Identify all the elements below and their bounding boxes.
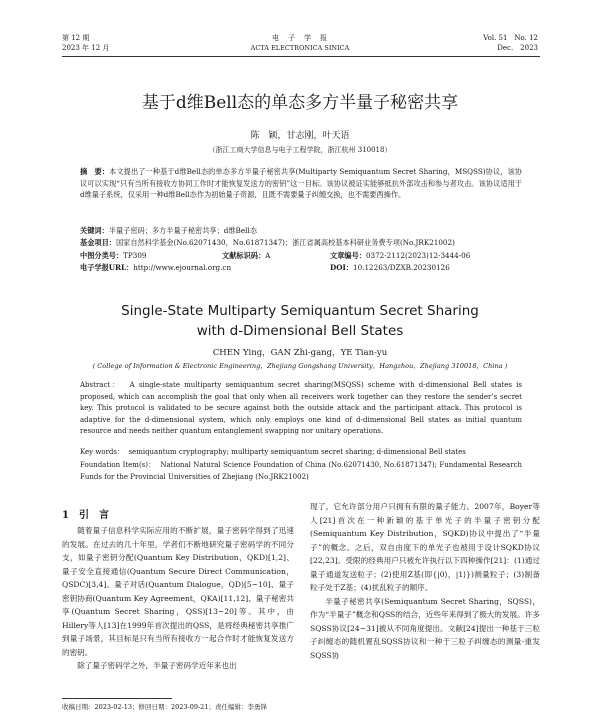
- paper-title-cn: 基于d维Bell态的单态多方半量子秘密共享: [141, 93, 459, 113]
- affiliation-cn: （浙江工商大学信息与电子工程学院，浙江杭州 310018）: [208, 146, 392, 154]
- document-code: [222, 250, 270, 261]
- keywords-en-text: semiquantum cryptography; multiparty semiquantum secret sharing; d-dimensional Bell states: [128, 448, 466, 456]
- issue-number: 第 12 期: [62, 34, 90, 42]
- abstract-cn-label: 摘 要：: [80, 167, 110, 176]
- abstract-cn: [80, 166, 522, 201]
- doi-label: DOI：: [330, 263, 354, 272]
- affiliation-en: ( College of Information & Electronic Engineering，Zhejiang Gongshang University，Hangzhou，Zhejiang 310018，China ): [92, 362, 508, 370]
- right-column: [310, 500, 540, 662]
- fund-en-text: National Natural Science Foundation of China (No.62071430, No.61871347); Fundamental Research Funds for the Provincial Universities of Zhejiang (No.JRK21002): [80, 461, 522, 481]
- url-label: 电子学报URL：: [80, 263, 134, 272]
- clc-label: 中图分类号：: [80, 251, 124, 260]
- clc-number: [80, 250, 147, 261]
- paper-title-en: [0, 301, 600, 341]
- journal-url: [80, 262, 231, 273]
- article-number: [330, 250, 470, 261]
- article-number-value: 0372-2112(2023)12-3444-06: [365, 251, 471, 260]
- footnote-rule: [62, 698, 172, 699]
- fund-cn-label: 基金项目：: [80, 238, 116, 247]
- right-paragraph-1: 现了，它允许部分用户只拥有有限的量子能力。2007年，Boyer等人[21]首次在一种新颖的基于单光子的半量子密钥分配(Semiquantum Key Distribution，SQKD)协议中提出了“半量子”的概念。之后，双自由度下的单光子也被用于设计SQKD协议[22,23]。受限的经典用户只被允许执行以下四种操作[21]：(1)通过量子通道发送粒子；(2)使用Z基(即{|0⟩，|1⟩})测量粒子；(3)制备粒子处于Z基；(4)扰乱粒子的顺序。: [310, 502, 540, 592]
- right-paragraph-2: 半量子秘密共享(Semiquantum Secret Sharing，SQSS)，作为“半量子”概念和QSS的结合，近些年来得到了极大的发展。许多SQSS协议[24~31]被从不同角度提出。文献[24]提出一种基于三粒子纠缠态的随机置乱SQSS协议和一种于三粒子纠缠态的测量-重发SQSS协: [310, 596, 540, 660]
- abstract-en: [80, 380, 522, 438]
- fund-en-label: Foundation Item(s)：: [80, 461, 156, 469]
- volume-number: Vol. 51 No. 12: [483, 34, 538, 42]
- keywords-cn-text: 半量子密码；多方半量子秘密共享；d维Bell态: [108, 226, 257, 235]
- fund-en: [80, 460, 522, 483]
- doc-code-label: 文献标识码：: [222, 251, 266, 260]
- received-dates-footnote: 收稿日期：2023-02-13；修回日期：2023-09-21；责任编辑：李勇锋: [62, 703, 267, 711]
- keywords-en-label: Key words：: [80, 448, 124, 456]
- doi-value[interactable]: 10.12263/DZXB.20230126: [353, 263, 450, 272]
- abstract-cn-text: 本文提出了一种基于d维Bell态的单态多方半量子秘密共享(Multiparty Semiquantum Secret Sharing，MSQSS)协议，该协议可以实现“只有当所有接收方协同工作时才能恢复发送方的密钥”这一目标。该协议被证实能够抵抗外部攻击和参与者攻击。该协议适用于d维量子系统，仅采用一种d维Bell态作为初始量子资源，且既不需要量子纠缠交换，也不需要酉操作。: [80, 167, 522, 199]
- keywords-cn: [80, 225, 522, 237]
- abstract-en-text: A single-state multiparty semiquantum secret sharing(MSQSS) scheme with d-dimensional Bell states is proposed, which can accomplish the goal that only when all receivers work together can they restore the sender’s secret key. This protocol is validated to be secure against both the outside attack and the participant attack. This protocol is adaptive for the d-dimensional system, which only employs one kind of d-dimensional Bell states as initial quantum resource and needs neither quantum entanglement swapping nor unitary operations.: [80, 381, 522, 435]
- abstract-en-label: Abstract：: [80, 381, 122, 389]
- issue-date: 2023 年 12 月: [62, 44, 110, 52]
- issue-date-en: Dec. 2023: [497, 44, 538, 52]
- paper-title-en-line2: with d-Dimensional Bell States: [196, 323, 404, 339]
- left-column: [62, 524, 294, 673]
- section-heading: 1 引 言: [62, 510, 109, 521]
- keywords-cn-label: 关键词：: [80, 226, 109, 235]
- article-number-label: 文章编号：: [330, 251, 366, 260]
- clc-value: TP309: [123, 251, 147, 260]
- left-paragraph-1: 随着量子信息科学实际应用的不断扩展，量子密码学得到了迅速的发展。在过去的几十年里，学者们不断地研究量子密码学的不同分支，如量子密钥分配(Quantum Key Distribution，QKD)[1,2]、量子安全直接通信(Quantum Secure Direct Communication，QSDC)[3,4]、量子对话(Quantum Dialogue，QD)[5~10]、量子密钥协商(Quantum Key Agreement，QKA)[11,12]、量子秘密共享(Quantum Secret Sharing，QSS)[13~20]等。其中，由Hillery等人[13]在1999年首次提出的QSS，是将经典秘密共享推广到量子场景，其目标是只有当所有接收方一起合作时才能恢复发送方的密钥。: [62, 526, 294, 657]
- authors-cn: 陈 颖，甘志刚，叶天语: [250, 131, 350, 141]
- url-value[interactable]: http://www.ejournal.org.cn: [133, 263, 232, 272]
- doc-code-value: A: [265, 251, 271, 260]
- fund-cn-text: 国家自然科学基金(No.62071430，No.61871347)；浙江省属高校基本科研业务费专项(No.JRK21002): [115, 238, 455, 247]
- keywords-en: [80, 447, 522, 459]
- authors-en: CHEN Ying，GAN Zhi-gang，YE Tian-yu: [212, 348, 388, 358]
- header-rule: [62, 56, 540, 57]
- fund-cn: [80, 237, 522, 249]
- left-paragraph-2: 除了量子密码学之外，半量子密码学近年来也出: [77, 661, 237, 670]
- journal-name-cn: 电 子 学 报: [272, 34, 328, 42]
- paper-title-en-line1: Single-State Multiparty Semiquantum Secret Sharing: [121, 303, 479, 319]
- journal-name-en: ACTA ELECTRONICA SINICA: [250, 44, 350, 52]
- doi: [330, 262, 450, 273]
